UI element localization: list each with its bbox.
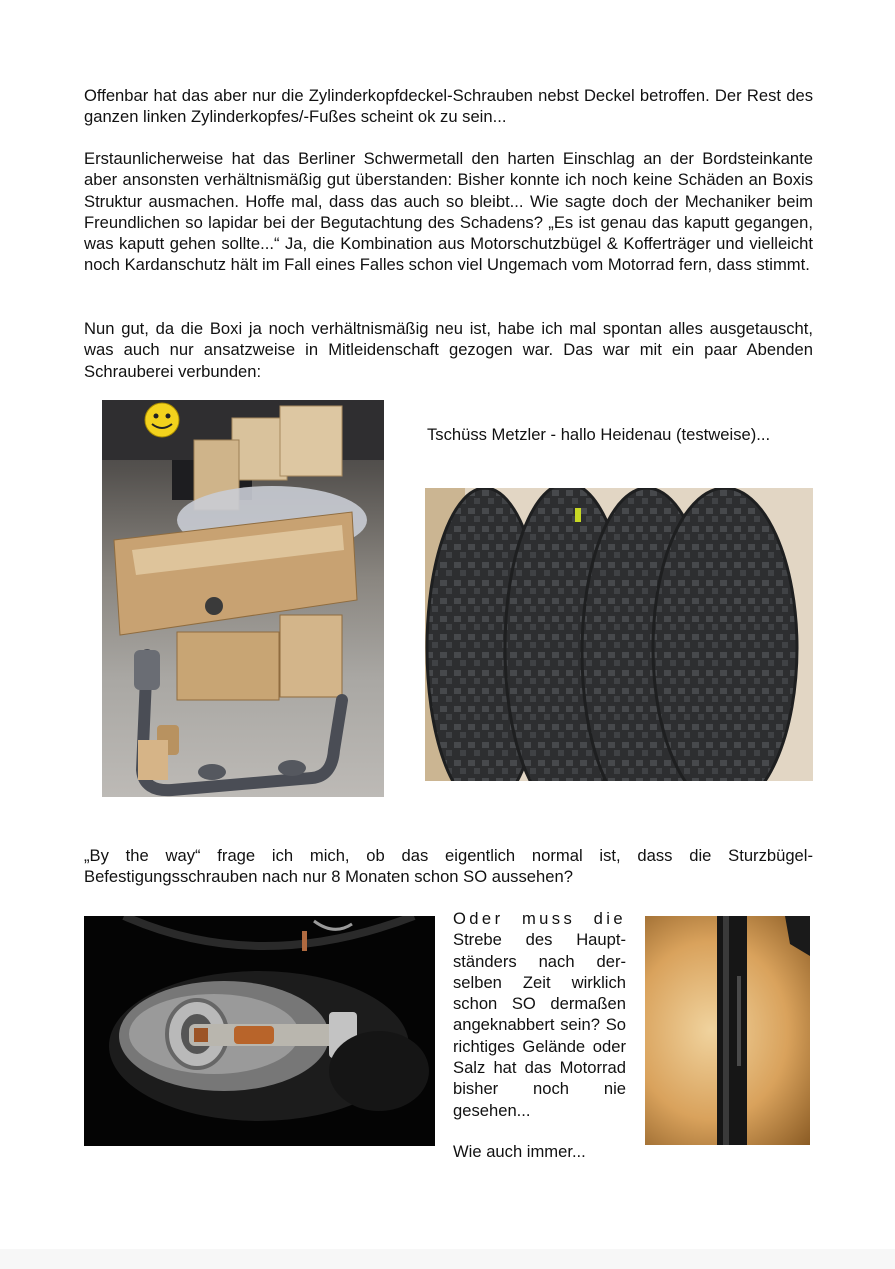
page-footer-strip: [0, 1249, 895, 1269]
paragraph-replacement: Nun gut, da die Boxi ja noch verhältnismäßig neu ist, habe ich mal spontan alles ausgetauscht, was auch nur ansatzweise in Mitleidenschaft gezogen war. Das war mit ein paar Abenden Schrauberei verbunden:: [84, 319, 813, 381]
stand-strut-photo: [645, 916, 810, 1145]
paragraph-damage-assessment: Erstaunlicherweise hat das Berliner Schwermetall den harten Einschlag an der Bordsteinkante aber ansonsten verhältnismäßig gut überstanden: Bisher konnte ich noch keine Schäden an Boxis Struktur ausmachen. Hoffe mal, dass das auch so bleibt... Wie sagte doch der Mechaniker beim Freundlichen so lapidar bei der Begutachtung des Schadens? „Es ist genau das kaputt gegangen, was kaputt gehen sollte...“ Ja, die Kombination aus Motorschutzbügel & Kofferträger und vielleicht noch Kardanschutz hält im Fall eines Falles schon viel Ungemach vom Motorrad fern, dass stimmt.: [84, 149, 813, 275]
side-text-stand-strut: [453, 908, 626, 1121]
paragraph-crash-bar-bolts: „By the way“ frage ich mich, ob das eigentlich normal ist, dass die Sturzbügel-Befestigungsschrauben nach nur 8 Monaten schon SO aussehen?: [84, 846, 813, 887]
rusty-bolt-photo: [84, 916, 435, 1146]
tires-photo: [425, 488, 813, 781]
closing-line: Wie auch immer...: [453, 1142, 586, 1161]
side-text-first-line: Oder muss die: [453, 909, 626, 928]
tires-caption: Tschüss Metzler - hallo Heidenau (testweise)...: [427, 425, 771, 444]
paragraph-cylinder-head: Offenbar hat das aber nur die Zylinderkopfdeckel-Schrauben nebst Deckel betroffen. Der Rest des ganzen linken Zylinderkopfes/-Fußes scheint ok zu sein...: [84, 86, 813, 127]
side-text-rest: Strebe des Haupt-ständers nach der-selben Zeit wirklich schon SO dermaßen angeknabbert sein? So richtiges Gelände oder Salz hat das Motorrad bisher noch nie gesehen...: [453, 930, 626, 1120]
replacement-parts-photo: [102, 400, 384, 797]
